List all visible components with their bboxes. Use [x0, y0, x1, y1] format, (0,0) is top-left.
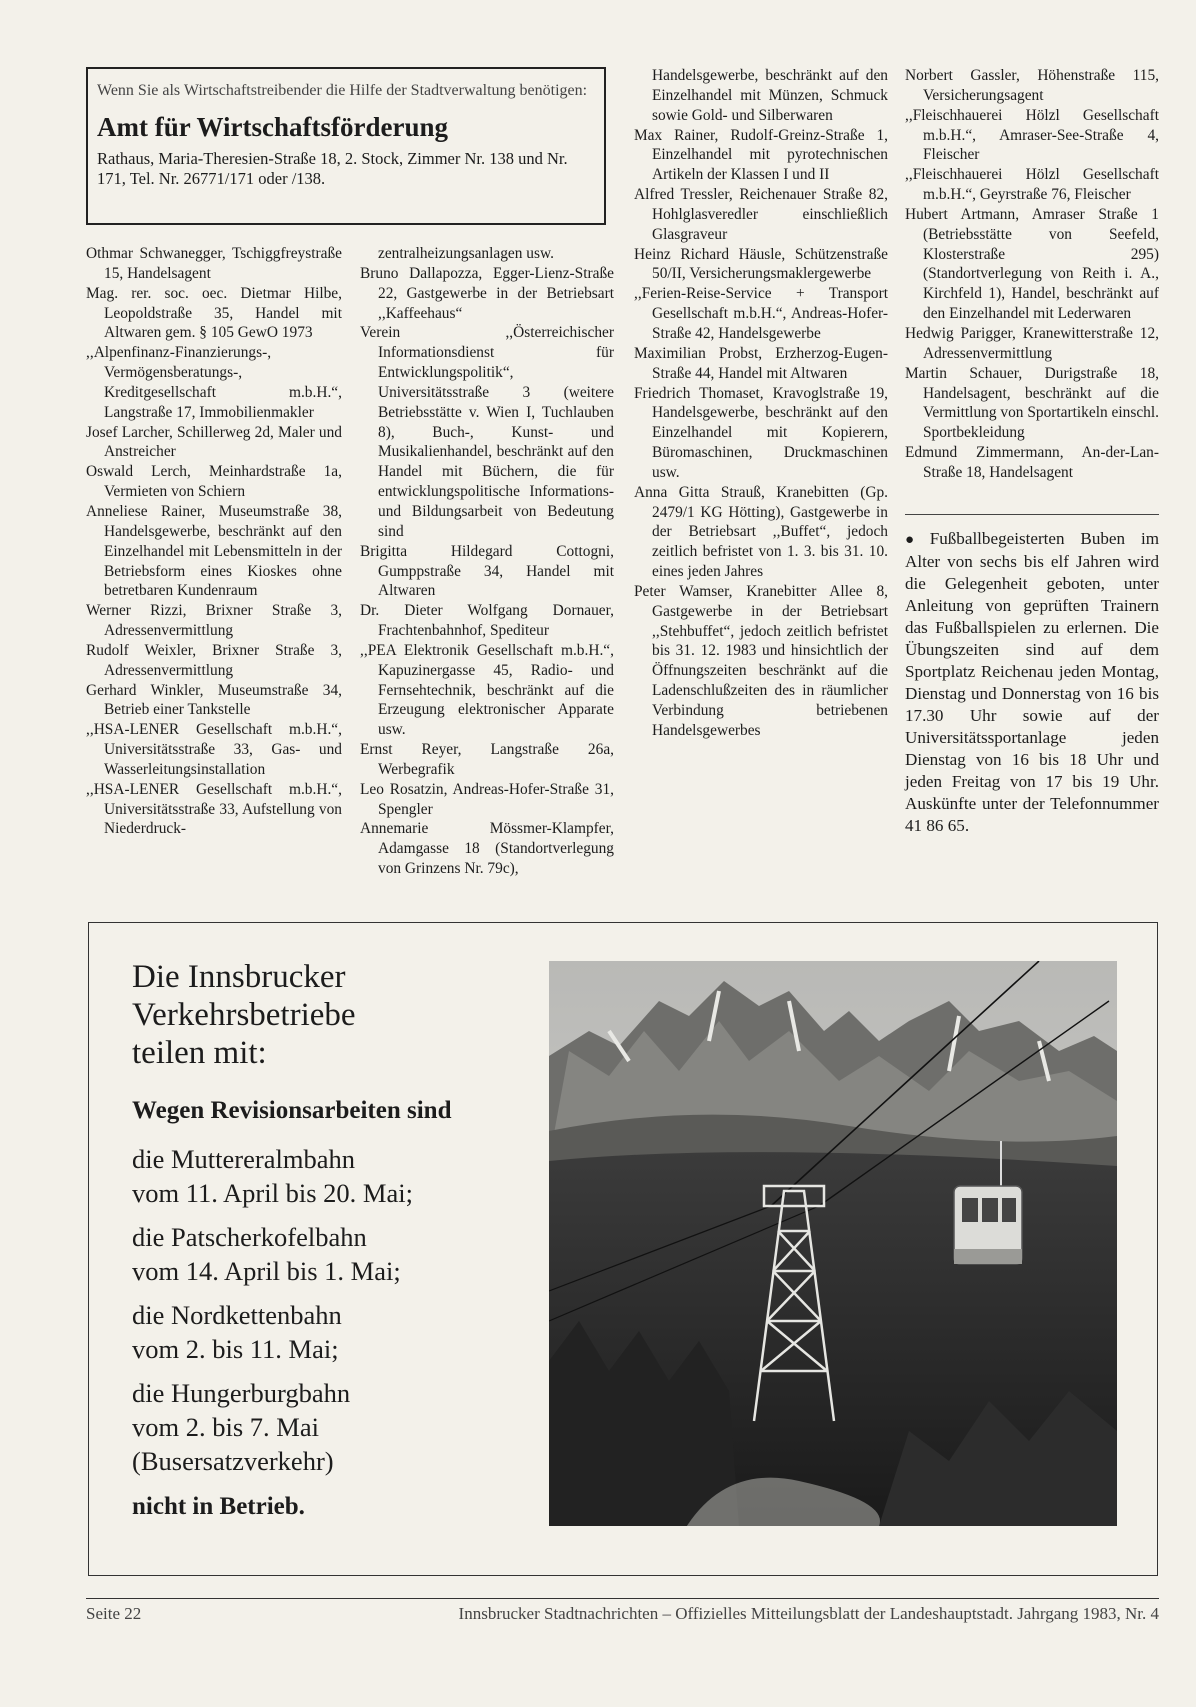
list-item: Maximilian Probst, Erzherzog-Eugen-Straße 44, Handel mit Altwaren — [634, 344, 888, 382]
list-item: Verein ,,Österreichischer Informationsdienst für Entwicklungspolitik“, Universitätsstraße 3 (weitere Betriebsstätte v. Wien I, Tuchlauben 8), Buch-, Kunst- und Musikalienhandel, beschränkt auf den Handel mit Büchern, die für entwicklungspolitische Informations- und Bildungsarbeit von Bedeutung sind — [360, 324, 614, 540]
list-item: ,,HSA-LENER Gesellschaft m.b.H.“, Universitätsstraße 33, Aufstellung von Niederdruck- — [86, 780, 342, 838]
announcement-subheading: Wegen Revisionsarbeiten sind — [132, 1097, 452, 1124]
list-item: Friedrich Thomaset, Kravoglstraße 19, Handelsgewerbe, beschränkt auf den Einzelhandel mit Kopierern, Büromaschinen, Druckmaschinen usw. — [634, 384, 888, 481]
list-item: Anna Gitta Strauß, Kranebitten (Gp. 2479/1 KG Hötting), Gastgewerbe in der Betriebsart ,,Buffet“, jedoch zeitlich befristet von 1. 3. bis 31. 10. eines jeden Jahres — [634, 483, 888, 581]
football-notice — [905, 528, 1159, 837]
info-box-address: Rathaus, Maria-Theresien-Straße 18, 2. Stock, Zimmer Nr. 138 und Nr. 171, Tel. Nr. 26771/171 oder /138. — [97, 149, 568, 188]
list-item-continuation: Handelsgewerbe, beschränkt auf den Einzelhandel mit Münzen, Schmuck sowie Gold- und Silberwaren — [652, 67, 888, 124]
publication-line: Innsbrucker Stadtnachrichten – Offizielles Mitteilungsblatt der Landeshauptstadt. Jahrgang 1983, Nr. 4 — [458, 1604, 1159, 1623]
list-item: ,,Alpenfinanz-Finanzierungs-, Vermögensberatungs-, Kreditgesellschaft m.b.H.“, Langstraße 17, Immobilienmakler — [86, 344, 342, 421]
closure-item-muttereralmbahn — [132, 1142, 532, 1210]
page-number: Seite 22 — [86, 1604, 142, 1623]
list-item: Bruno Dallapozza, Egger-Lienz-Straße 22, Gastgewerbe in der Betriebsart ,,Kaffeehaus“ — [360, 264, 614, 322]
listing-column-2 — [360, 244, 614, 879]
heading-line: teilen mit: — [132, 1035, 267, 1071]
closure-item-nordkettenbahn — [132, 1298, 532, 1366]
closure-line: vom 11. April bis 20. Mai; — [132, 1178, 413, 1208]
list-item: Max Rainer, Rudolf-Greinz-Straße 1, Einzelhandel mit pyrotechnischen Artikeln der Klassen I und II — [634, 126, 888, 184]
cable-car-photo-illustration — [549, 961, 1117, 1526]
list-item: ,,Fleischhauerei Hölzl Gesellschaft m.b.H.“, Amraser-See-Straße 4, Fleischer — [905, 106, 1159, 164]
closure-item-hungerburgbahn — [132, 1376, 532, 1478]
announcement-text — [132, 958, 532, 1522]
closure-line: die Nordkettenbahn — [132, 1300, 342, 1330]
closure-line: die Muttereralmbahn — [132, 1144, 355, 1174]
list-item: ,,Ferien-Reise-Service + Transport Gesellschaft m.b.H.“, Andreas-Hofer-Straße 42, Handelsgewerbe — [634, 285, 888, 342]
list-item: Othmar Schwanegger, Tschiggfreystraße 15, Handelsagent — [86, 245, 342, 282]
list-item: Josef Larcher, Schillerweg 2d, Maler und Anstreicher — [86, 423, 342, 461]
list-item: ,,HSA-LENER Gesellschaft m.b.H.“, Universitätsstraße 33, Gas- und Wasserleitungsinstallation — [86, 721, 342, 778]
list-item: Dr. Dieter Wolfgang Dornauer, Frachtenbahnhof, Spediteur — [360, 602, 614, 640]
bullet-icon: ● — [905, 532, 926, 548]
transit-announcement — [88, 922, 1158, 1576]
football-notice-text: Fußballbegeisterten Buben im Alter von sechs bis elf Jahren wird die Gelegenheit geboten, unter Anleitung von geprüften Trainern das Fußballspielen zu erlernen. Die Übungszeiten sind auf dem Sportplatz Reichenau jeden Montag, Dienstag und Donnerstag von 16 bis 17.30 Uhr sowie auf der Universitätssportanlage jeden Dienstag von 16 bis 18 Uhr und jeden Freitag von 17 bis 19 Uhr. Auskünfte unter der Telefonnummer 41 86 65. — [905, 529, 1159, 835]
divider — [905, 514, 1159, 515]
list-item: Alfred Tressler, Reichenauer Straße 82, Hohlglasveredler einschließlich Glasgraveur — [634, 186, 888, 243]
info-box — [86, 67, 606, 225]
closure-line: vom 14. April bis 1. Mai; — [132, 1256, 401, 1286]
list-item: Anneliese Rainer, Museumstraße 38, Handelsgewerbe, beschränkt auf den Einzelhandel mit Lebensmitteln in der Betriebsform eines Kioskes ohne betretbaren Kundenraum — [86, 502, 342, 600]
announcement-footer: nicht in Betrieb. — [132, 1493, 305, 1520]
closure-line: die Patscherkofelbahn — [132, 1222, 367, 1252]
list-item: Werner Rizzi, Brixner Straße 3, Adressenvermittlung — [86, 602, 342, 640]
closure-line: vom 2. bis 11. Mai; — [132, 1334, 339, 1364]
closure-line: vom 2. bis 7. Mai — [132, 1412, 319, 1442]
list-item: Brigitta Hildegard Cottogni, Gumppstraße 34, Handel mit Altwaren — [360, 542, 614, 600]
list-item-continuation: zentralheizungsanlagen usw. — [378, 245, 554, 262]
list-item: Martin Schauer, Durigstraße 18, Handelsagent, beschränkt auf die Vermittlung von Sportartikeln einschl. Sportbekleidung — [905, 364, 1159, 442]
heading-line: Die Innsbrucker — [132, 959, 346, 995]
list-item: Rudolf Weixler, Brixner Straße 3, Adressenvermittlung — [86, 641, 342, 679]
list-item: Hubert Artmann, Amraser Straße 1 (Betriebsstätte von Seefeld, Klosterstraße 295) (Standortverlegung von Reith i. A., Kirchfeld 1), Handel, beschränkt auf den Einzelhandel mit Lederwaren — [905, 205, 1159, 323]
list-item: Ernst Reyer, Langstraße 26a, Werbegrafik — [360, 741, 614, 778]
list-item: Hedwig Parigger, Kranewitterstraße 12, Adressenvermittlung — [905, 324, 1159, 362]
list-item: Norbert Gassler, Höhenstraße 115, Versicherungsagent — [905, 67, 1159, 104]
list-item: Mag. rer. soc. oec. Dietmar Hilbe, Leopoldstraße 35, Handel mit Altwaren gem. § 105 GewO 1973 — [86, 284, 342, 342]
list-item: Annemarie Mössmer-Klampfer, Adamgasse 18 (Standortverlegung von Grinzens Nr. 79c), — [360, 820, 614, 878]
list-item: Gerhard Winkler, Museumstraße 34, Betrieb einer Tankstelle — [86, 681, 342, 719]
list-item: Heinz Richard Häusle, Schützenstraße 50/II, Versicherungsmaklergewerbe — [634, 245, 888, 283]
info-box-intro: Wenn Sie als Wirtschaftstreibender die Hilfe der Stadtverwaltung benötigen: — [97, 82, 588, 99]
list-item: Peter Wamser, Kranebitter Allee 8, Gastgewerbe in der Betriebsart ,,Stehbuffet“, jedoch zeitlich befristet bis 31. 12. 1983 und hinsichtlich der Öffnungszeiten beschränkt auf die Ladenschlußzeiten des in räumlicher Verbindung betriebenen Handelsgewerbes — [634, 582, 888, 739]
cable-car-photo — [549, 961, 1117, 1526]
list-item: Leo Rosatzin, Andreas-Hofer-Straße 31, Spengler — [360, 780, 614, 818]
closure-line: (Busersatzverkehr) — [132, 1446, 334, 1476]
closure-item-patscherkofelbahn — [132, 1220, 532, 1288]
announcement-heading — [132, 958, 532, 1072]
closure-line: die Hungerburgbahn — [132, 1378, 351, 1408]
list-item: Edmund Zimmermann, An-der-Lan-Straße 18, Handelsagent — [905, 444, 1159, 481]
heading-line: Verkehrsbetriebe — [132, 997, 356, 1033]
info-box-title: Amt für Wirtschaftsförderung — [97, 112, 448, 142]
list-item: ,,PEA Elektronik Gesellschaft m.b.H.“, Kapuzinergasse 45, Radio- und Fernsehtechnik, beschränkt auf die Erzeugung elektronischer Apparate usw. — [360, 641, 614, 739]
list-item: ,,Fleischhauerei Hölzl Gesellschaft m.b.H.“, Geyrstraße 76, Fleischer — [905, 166, 1159, 204]
list-item: Oswald Lerch, Meinhardstraße 1a, Vermieten von Schiern — [86, 463, 342, 501]
listing-column-3 — [634, 66, 888, 741]
listing-column-1 — [86, 244, 342, 839]
page-footer — [86, 1598, 1159, 1627]
listing-column-4 — [905, 66, 1159, 483]
